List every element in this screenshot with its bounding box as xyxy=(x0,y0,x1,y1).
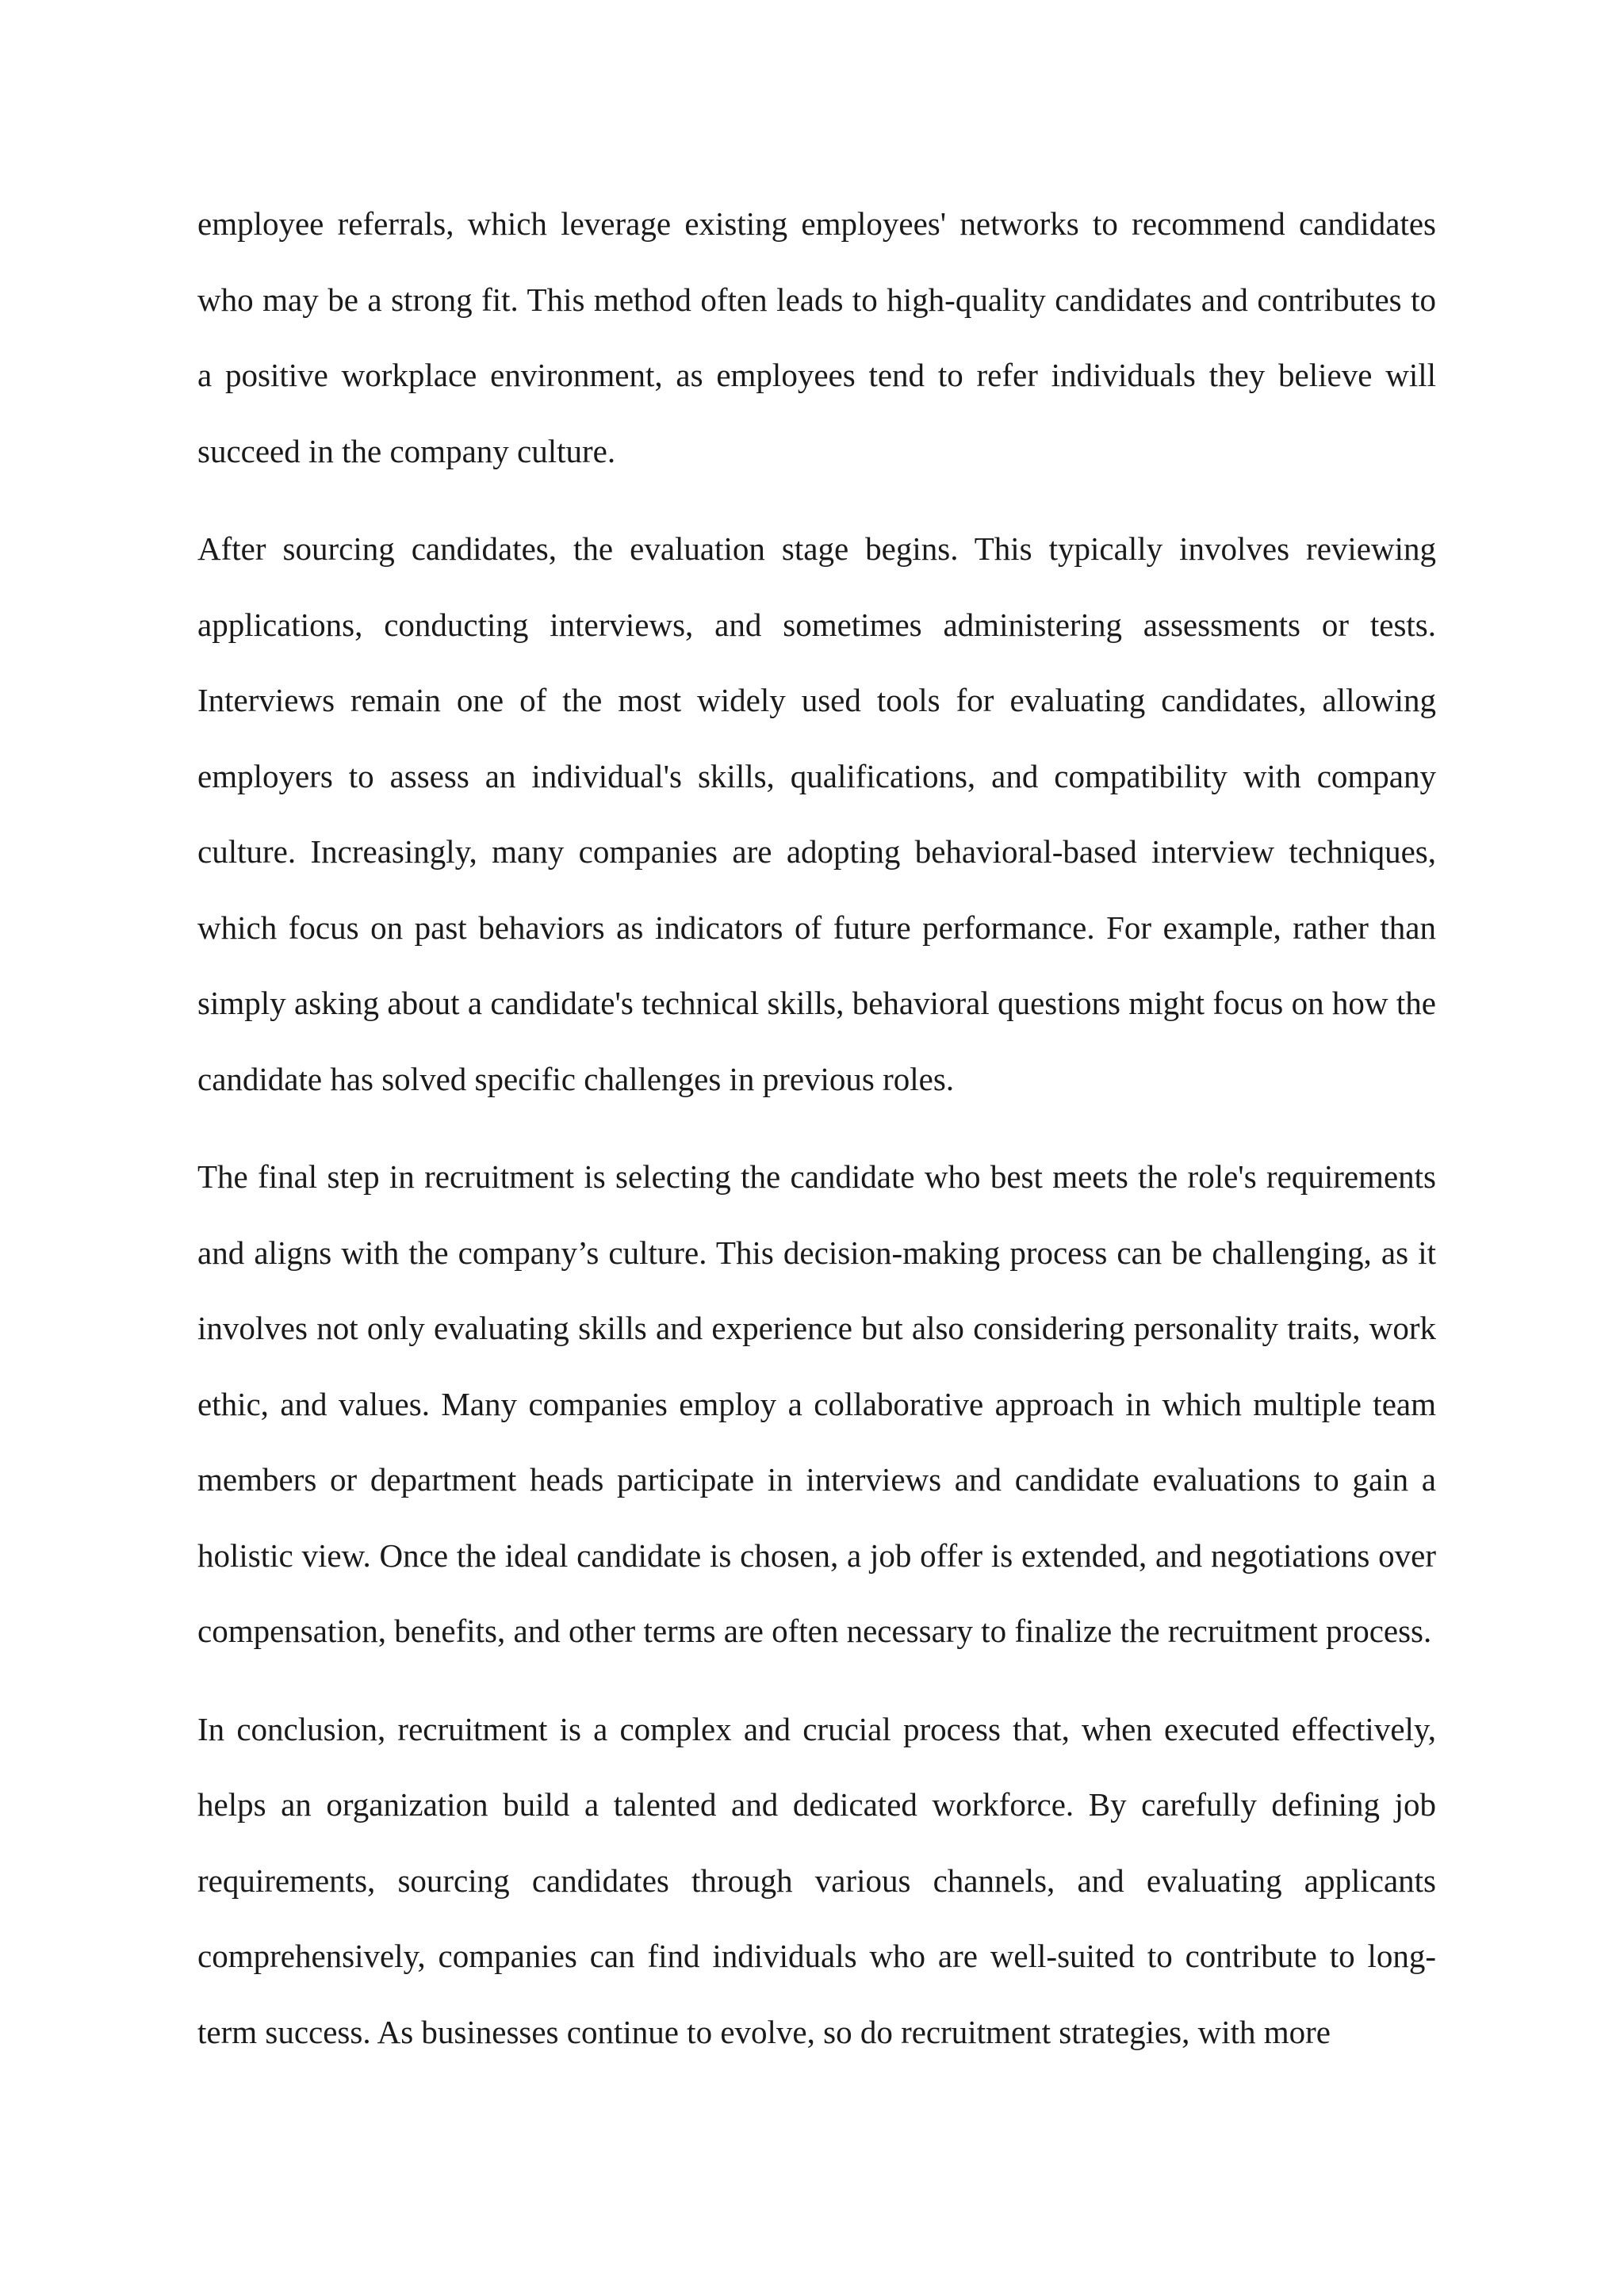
paragraph-evaluation: After sourcing candidates, the evaluation stage begins. This typically involves reviewing applications, conducting interviews, and sometimes administering assessments or tests. Interviews remain one of the most widely used tools for evaluating candidates, allowing employers to assess an individual's skills, qualifications, and compatibility with company culture. Increasingly, many companies are adopting behavioral-based interview techniques, which focus on past behaviors as indicators of future performance. For example, rather than simply asking about a candidate's technical skills, behavioral questions might focus on how the candidate has solved specific challenges in previous roles. xyxy=(197,530,1436,1097)
paragraph-conclusion: In conclusion, recruitment is a complex and crucial process that, when executed effectively, helps an organization build a talented and dedicated workforce. By carefully defining job requirements, sourcing candidates through various channels, and evaluating applicants comprehensively, companies can find individuals who are well-suited to contribute to long-term success. As businesses continue to evolve, so do recruitment strategies, with more xyxy=(197,1710,1436,2050)
paragraph-referrals: employee referrals, which leverage existing employees' networks to recommend candidates who may be a strong fit. This method often leads to high-quality candidates and contributes to a positive workplace environment, as employees tend to refer individuals they believe will succeed in the company culture. xyxy=(197,205,1436,469)
document-body xyxy=(197,186,1436,2092)
paragraph-selection: The final step in recruitment is selecting the candidate who best meets the role's requirements and aligns with the company’s culture. This decision-making process can be challenging, as it involves not only evaluating skills and experience but also considering personality traits, work ethic, and values. Many companies employ a collaborative approach in which multiple team members or department heads participate in interviews and candidate evaluations to gain a holistic view. Once the ideal candidate is chosen, a job offer is extended, and negotiations over compensation, benefits, and other terms are often necessary to finalize the recruitment process. xyxy=(197,1158,1436,1649)
